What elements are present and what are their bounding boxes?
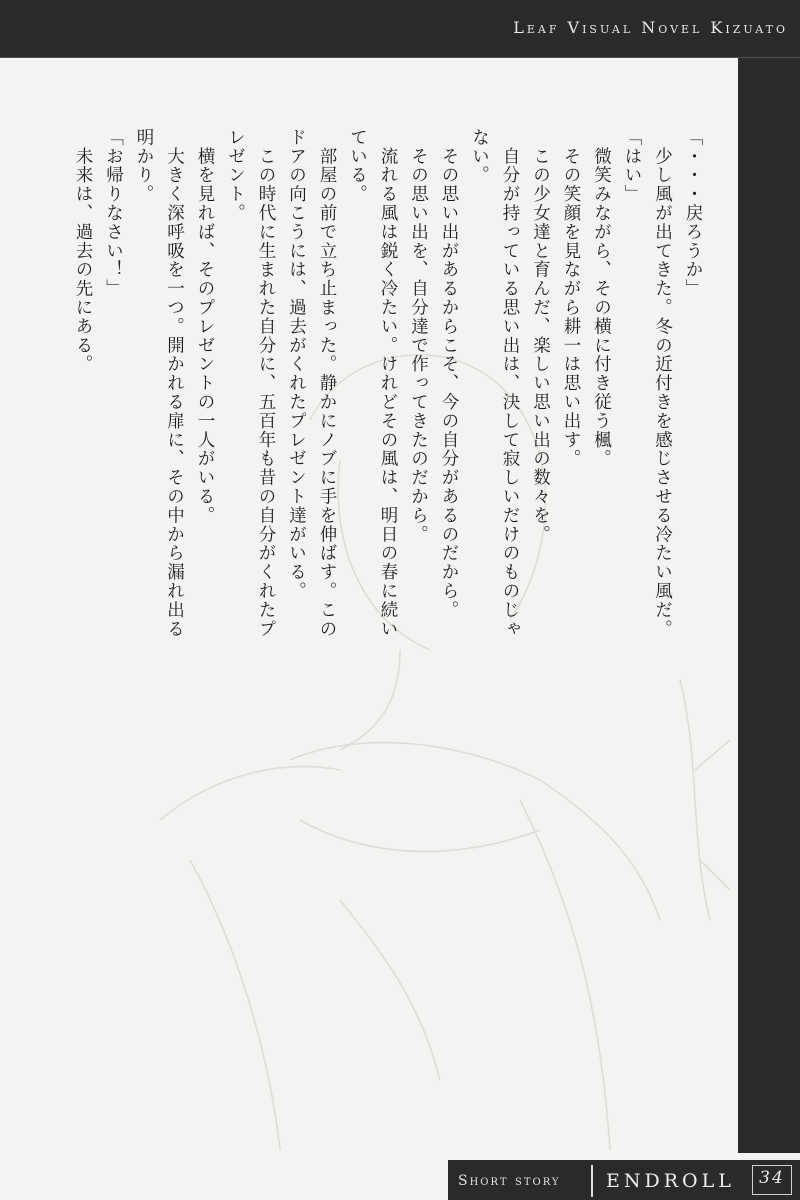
header-title: Leaf Visual Novel Kizuato: [513, 18, 788, 37]
top-header-band: [0, 0, 800, 58]
story-line: この少女達と育んだ、楽しい思い出の数々を。: [530, 128, 551, 544]
story-line: 「・・・戻ろうか」: [683, 128, 703, 299]
story-line: 横を見れば、そのプレゼントの一人がいる。: [195, 128, 215, 525]
story-line: 明かり。: [134, 128, 154, 204]
story-line: ない。: [469, 128, 490, 185]
footer-title: ENDROLL: [606, 1170, 735, 1192]
story-line: 未来は、過去の先にある。: [73, 128, 93, 374]
page-number: 34: [759, 1168, 785, 1188]
footer-section-label: Short story: [458, 1173, 561, 1189]
story-line: ている。: [347, 128, 368, 204]
story-line: その思い出を、自分達で作ってきたのだから。: [408, 128, 429, 544]
story-line: 「お帰りなさい！」: [103, 128, 124, 299]
story-line: 微笑みながら、その横に付き従う楓。: [591, 128, 612, 469]
story-line: 大きく深呼吸を一つ。開かれる扉に、その中から漏れ出る: [164, 128, 185, 639]
story-line: この時代に生まれた自分に、五百年も昔の自分がくれたプ: [256, 128, 276, 639]
story-line: 流れる風は鋭く冷たい。けれどその風は、明日の春に続い: [378, 128, 398, 639]
story-line: 部屋の前で立ち止まった。静かにノブに手を伸ばす。この: [317, 128, 337, 639]
story-line: 自分が持っている思い出は、決して寂しいだけのものじゃ: [500, 128, 520, 639]
story-text: [73, 128, 708, 1028]
story-line: その思い出があるからこそ、今の自分があるのだから。: [439, 128, 459, 620]
story-line: レゼント。: [225, 128, 246, 223]
footer-divider: [591, 1165, 593, 1197]
story-line: 「はい」: [622, 128, 642, 204]
story-line: その笑顔を見ながら耕一は思い出す。: [561, 128, 581, 469]
story-line: ドアの向こうには、過去がくれたプレゼント達がいる。: [286, 128, 307, 601]
story-line: 少し風が出てきた。冬の近付きを感じさせる冷たい風だ。: [652, 128, 673, 639]
